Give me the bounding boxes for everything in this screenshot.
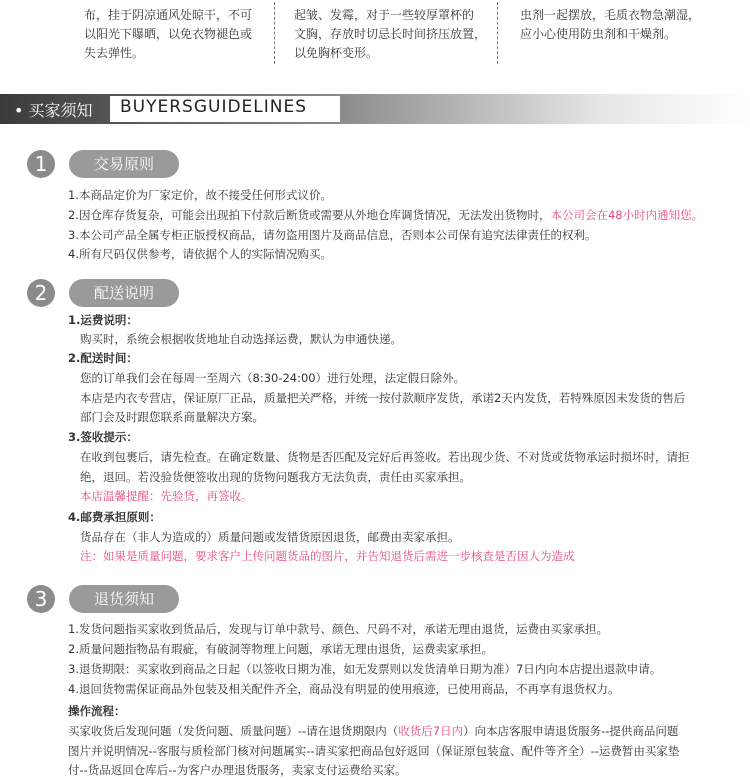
list-item: 3.退货期限：买家收到商品之日起（以签收日期为准，如无发票则以发货清单日期为准）7日内向本店提出退款申请。 [68, 662, 662, 676]
section-title-trade-principles: 交易原则 [69, 150, 179, 178]
highlight-notice: 注：如果是质量问题，要求客户上传问题货品的图片，并告知退货后需进一步核查是否因人为造成 [80, 549, 575, 563]
care-text: 起皱、发霉，对于一些较厚罩杯的 [294, 8, 475, 22]
subheading: 2.配送时间： [68, 351, 138, 365]
section-title-delivery: 配送说明 [69, 279, 179, 307]
subheading: 3.签收提示： [68, 430, 138, 444]
paragraph-line [68, 722, 678, 740]
care-column-2 [294, 6, 486, 63]
care-text: 文胸，存放时切忌长时间挤压放置， [294, 27, 487, 41]
list-item [68, 206, 703, 224]
list-item: 1.发货问题指买家收到货品后，发现与订单中款号、颜色、尺码不对，承诺无理由退货，运费由买家承担。 [68, 622, 608, 636]
subheading: 1.运费说明： [68, 313, 138, 327]
paragraph-text: ）向本店客服申请退货服务--提供商品问题 [463, 724, 679, 738]
banner-title-en: BUYERSGUIDELINES [120, 97, 308, 117]
paragraph-line: 图片并说明情况--客服与质检部门核对问题属实--请买家把商品包好返回（保证原包装盒、配件等齐全）--运费暂由买家垫 [68, 744, 680, 758]
paragraph-line: 您的订单我们会在每周一至周六（8:30-24:00）进行处理，法定假日除外。 [80, 371, 466, 385]
list-item-text: 2.因仓库存货复杂，可能会出现拍下付款后断货或需要从外地仓库调货情况，无法发出货物时， [68, 208, 551, 222]
care-column-1 [84, 6, 252, 63]
care-text: 以免胸杯变形。 [294, 46, 379, 60]
list-item: 4.退回货物需保证商品外包装及相关配件齐全，商品没有明显的使用痕迹，已使用商品，不再享有退货权力。 [68, 682, 620, 696]
section-number-badge: 2 [27, 279, 55, 307]
list-item: 3.本公司产品全属专柜正版授权商品，请勿盗用图片及商品信息，否则本公司保有追究法律责任的权利。 [68, 228, 597, 242]
paragraph-line: 货品存在（非人为造成的）质量问题或发错货原因退货，邮费由卖家承担。 [80, 530, 460, 544]
paragraph-line: 购买时，系统会根据收货地址自动选择运费，默认为申通快递。 [80, 332, 402, 346]
paragraph-line: 绝，退回。若没验货便签收出现的货物问题我方无法负责，责任由买家承担。 [80, 470, 471, 484]
paragraph-text: 买家收货后发现问题（发货问题、质量问题）--请在退货期限内（ [68, 724, 399, 738]
care-text: 以阳光下曝晒，以免衣物褪色或 [84, 27, 253, 41]
section-number-badge: 1 [27, 150, 55, 178]
column-divider [497, 2, 498, 64]
paragraph-line: 部门会及时跟您联系商量解决方案。 [80, 410, 264, 424]
list-item: 4.所有尺码仅供参考，请依据个人的实际情况购买。 [68, 247, 332, 261]
list-item: 2.质量问题指物品有瑕疵，有破洞等物理上问题，承诺无理由退货，运费卖家承担。 [68, 642, 493, 656]
subheading: 4.邮费承担原则： [68, 510, 161, 524]
buyer-guidelines-banner [0, 94, 750, 124]
section-number-badge: 3 [27, 585, 55, 613]
column-divider [274, 2, 275, 64]
care-text: 失去弹性。 [84, 46, 145, 60]
paragraph-line: 本店是内衣专营店，保证原厂正品，质量把关严格，并统一按付款顺序发货，承诺2天内发货，若特殊原因未发货的售后 [80, 391, 686, 405]
care-instructions-strip [0, 0, 750, 78]
care-column-3 [520, 6, 700, 44]
highlight-notice: 本公司会在48小时内通知您。 [550, 208, 704, 222]
section-title-returns: 退货须知 [69, 585, 179, 613]
banner-title-cn: • 买家须知 [14, 101, 93, 120]
care-text: 应小心使用防虫剂和干燥剂。 [520, 27, 677, 41]
care-text: 布，挂于阴凉通风处晾干，不可 [84, 8, 253, 22]
paragraph-line: 在收到包裹后，请先检查。在确定数量、货物是否匹配及完好后再签收。若出现少货、不对货或货物承运时损坏时，请拒 [80, 450, 690, 464]
subheading: 操作流程： [68, 704, 126, 718]
list-item: 1.本商品定价为厂家定价，故不接受任何形式议价。 [68, 188, 332, 202]
highlight-notice: 本店温馨提醒：先验货，再签收。 [80, 489, 253, 503]
highlight-notice: 收货后7日内 [398, 724, 464, 738]
care-text: 虫剂一起摆放，毛质衣物急潮湿， [520, 8, 701, 22]
paragraph-line: 付--货品返回仓库后--为客户办理退货服务，卖家支付运费给买家。 [68, 763, 407, 777]
